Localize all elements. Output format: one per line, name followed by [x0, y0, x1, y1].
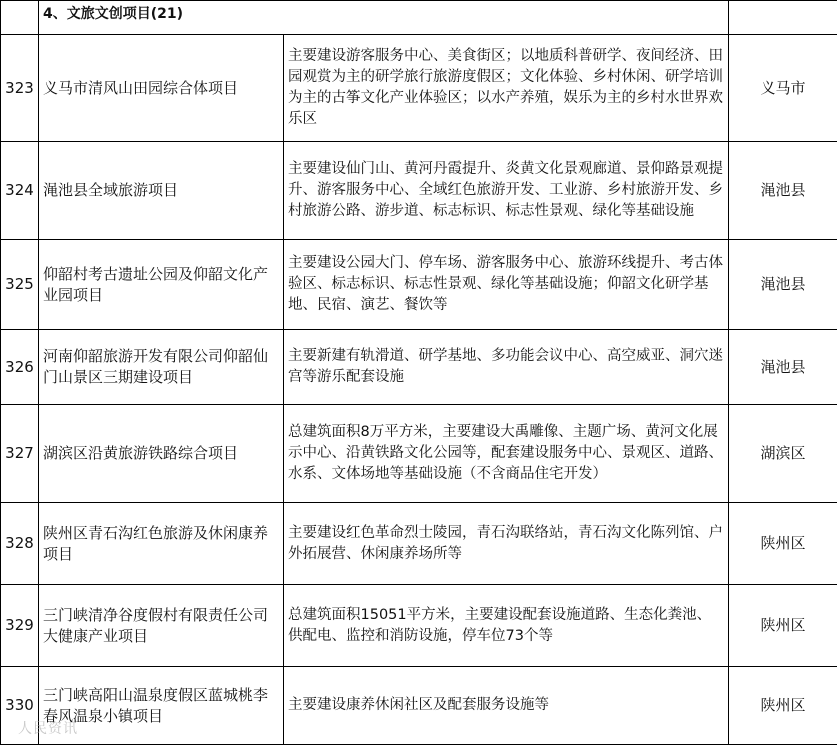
- table-row: [1, 503, 837, 585]
- project-name: 湖滨区沿黄旅游铁路综合项目: [39, 405, 284, 503]
- project-content: 总建筑面积15051平方米，主要建设配套设施道路、生态化粪池、供配电、监控和消防设施，停车位73个等: [284, 585, 729, 667]
- row-number: 324: [1, 142, 39, 240]
- project-name: 渑池县全域旅游项目: [39, 142, 284, 240]
- row-number: 328: [1, 503, 39, 585]
- project-content: 主要建设游客服务中心、美食街区；以地质科普研学、夜间经济、田园观赏为主的研学旅行旅游度假区；文化体验、乡村休闲、研学培训为主的古筝文化产业体验区；以水产养殖，娱乐为主的乡村水世界欢乐区: [284, 35, 729, 142]
- row-number: 326: [1, 330, 39, 405]
- row-number: 330: [1, 667, 39, 745]
- project-region: 义马市: [729, 35, 837, 142]
- section-empty-cell: [1, 1, 39, 35]
- section-empty-cell: [729, 1, 837, 35]
- row-number: 329: [1, 585, 39, 667]
- watermark: 人民资讯: [18, 718, 78, 738]
- project-content: 总建筑面积8万平方米，主要建设大禹雕像、主题广场、黄河文化展示中心、沿黄铁路文化公园等，配套建设服务中心、景观区、道路、水系、文体场地等基础设施（不含商品住宅开发）: [284, 405, 729, 503]
- project-region: 渑池县: [729, 330, 837, 405]
- row-number: 325: [1, 240, 39, 330]
- project-name: 三门峡高阳山温泉度假区蓝城桃李春风温泉小镇项目: [39, 667, 284, 745]
- project-region: 湖滨区: [729, 405, 837, 503]
- project-content: 主要建设红色革命烈士陵园，青石沟联络站，青石沟文化陈列馆、户外拓展营、休闲康养场所等: [284, 503, 729, 585]
- section-title: 4、文旅文创项目(21): [39, 1, 729, 35]
- table-row: [1, 585, 837, 667]
- project-region: 渑池县: [729, 240, 837, 330]
- project-name: 三门峡清净谷度假村有限责任公司大健康产业项目: [39, 585, 284, 667]
- project-name: 陕州区青石沟红色旅游及休闲康养项目: [39, 503, 284, 585]
- project-region: 陕州区: [729, 503, 837, 585]
- section-header-row: [1, 1, 837, 35]
- table-row: [1, 35, 837, 142]
- project-region: 陕州区: [729, 585, 837, 667]
- project-name: 仰韶村考古遗址公园及仰韶文化产业园项目: [39, 240, 284, 330]
- project-content: 主要建设公园大门、停车场、游客服务中心、旅游环线提升、考古体验区、标志标识、标志性景观、绿化等基础设施；仰韶文化研学基地、民宿、演艺、餐饮等: [284, 240, 729, 330]
- row-number: 323: [1, 35, 39, 142]
- table-row: [1, 405, 837, 503]
- project-region: 渑池县: [729, 142, 837, 240]
- table-row: [1, 142, 837, 240]
- table-row: [1, 667, 837, 745]
- project-region: 陕州区: [729, 667, 837, 745]
- table-row: [1, 330, 837, 405]
- project-content: 主要建设仙门山、黄河丹霞提升、炎黄文化景观廊道、景仰路景观提升、游客服务中心、全域红色旅游开发、工业游、乡村旅游开发、乡村旅游公路、游步道、标志标识、标志性景观、绿化等基础设施: [284, 142, 729, 240]
- project-content: 主要建设康养休闲社区及配套服务设施等: [284, 667, 729, 745]
- project-content: 主要新建有轨滑道、研学基地、多功能会议中心、高空威亚、洞穴迷宫等游乐配套设施: [284, 330, 729, 405]
- table-row: [1, 240, 837, 330]
- row-number: 327: [1, 405, 39, 503]
- project-name: 义马市清风山田园综合体项目: [39, 35, 284, 142]
- project-name: 河南仰韶旅游开发有限公司仰韶仙门山景区三期建设项目: [39, 330, 284, 405]
